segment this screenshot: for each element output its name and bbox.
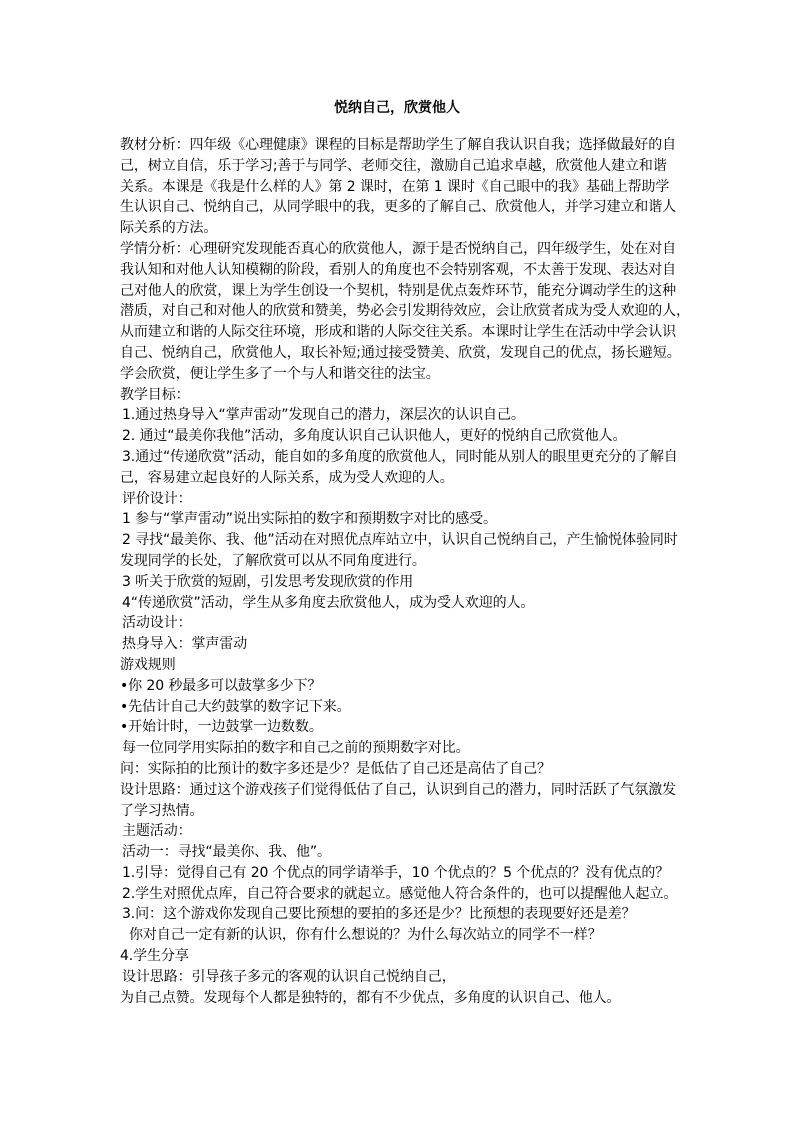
bullet-item: •开始计时，一边鼓掌一边数数。 [120, 719, 323, 736]
paragraph-line: 从而建立和谐的人际交往环境，形成和谐的人际交往关系。本课时让学生在活动中学会认识 [120, 324, 676, 341]
list-item: 1 参与“掌声雷动”说出实际拍的数字和预期数字对比的感受。 [122, 511, 497, 528]
document-body [120, 135, 690, 1008]
list-item: 3 听关于欣赏的短剧，引发思考发现欣赏的作用 [122, 573, 414, 590]
paragraph-line: 潜质，对自己和对他人的欣赏和赞美，势必会引发期待效应，会让欣赏者成为受人欢迎的人， [120, 303, 690, 320]
paragraph-line: 你对自己一定有新的认识，你有什么想说的？为什么每次站立的同学不一样？ [129, 927, 602, 944]
paragraph-line: 了学习热情。 [120, 802, 204, 819]
subsection-heading: 活动一：寻找“最美你、我、他”。 [122, 844, 331, 861]
section-heading: 教学目标： [120, 386, 190, 403]
paragraph-line: 己，树立自信，乐于学习;善于与同学、老师交往，激励自己追求卓越，欣赏他人建立和谐 [120, 157, 667, 174]
list-item: 4“传递欣赏”活动，学生从多角度去欣赏他人，成为受人欢迎的人。 [122, 594, 535, 611]
section-heading: 评价设计： [122, 490, 192, 507]
paragraph-line: 问：实际拍的比预计的数字多还是少？是低估了自己还是高估了自己？ [120, 760, 551, 777]
section-heading: 主题活动： [122, 823, 192, 840]
subsection-heading: 游戏规则 [120, 656, 176, 673]
paragraph-line: 己对他人的欣赏，课上为学生创设一个契机，特别是优点轰炸环节，能充分调动学生的这种 [120, 282, 676, 299]
paragraph-line: 学会欣赏，便让学生多了一个与人和谐交往的法宝。 [120, 365, 440, 382]
list-item: 2. 通过“最美你我他”活动，多角度认识自己认识他人，更好的悦纳自己欣赏他人。 [122, 428, 627, 445]
list-item: 2 寻找“最美你、我、他”活动在对照优点库站立中，认识自己悦纳自己，产生愉悦体验同时 [122, 532, 678, 549]
paragraph-line: 学情分析：心理研究发现能否真心的欣赏他人，源于是否悦纳自己，四年级学生，处在对自 [120, 240, 676, 257]
paragraph-line: 教材分析：四年级《心理健康》课程的目标是帮助学生了解自我认识自我；选择做最好的自 [120, 137, 676, 153]
list-item: 1.引导：觉得自己有 20 个优点的同学请举手，10 个优点的？5 个优点的？没有优点的？ [122, 864, 670, 881]
paragraph-line: 为自己点赞。发现每个人都是独特的，都有不少优点，多角度的认识自己、他人。 [120, 989, 621, 1006]
paragraph-line: 己，容易建立起良好的人际关系，成为受人欢迎的人。 [120, 469, 454, 486]
list-item: 3.通过“传递欣赏”活动，能自如的多角度的欣赏他人，同时能从别人的眼里更充分的了解自 [122, 448, 678, 465]
subsection-heading: 热身导入：掌声雷动 [122, 636, 248, 653]
list-item: 3.问：这个游戏你发现自己要比预想的要拍的多还是少？比预想的表现要好还是差？ [122, 906, 636, 923]
list-item: 4.学生分享 [120, 948, 189, 965]
paragraph-line: 关系。本课是《我是什么样的人》第 2 课时，在第 1 课时《自己眼中的我》基础上帮助学 [120, 178, 670, 195]
paragraph-line: 生认识自己、悦纳自己，从同学眼中的我，更多的了解自己、欣赏他人，并学习建立和谐人 [120, 199, 676, 216]
document-title: 悦纳自己，欣赏他人 [334, 100, 460, 116]
bullet-item: •先估计自己大约鼓掌的数字记下来。 [120, 698, 351, 715]
paragraph-line: 际关系的方法。 [120, 220, 218, 237]
list-item: 2.学生对照优点库，自己符合要求的就起立。感觉他人符合条件的，也可以提醒他人起立。 [122, 885, 678, 902]
paragraph-line: 设计思路：引导孩子多元的客观的认识自己悦纳自己， [122, 968, 456, 985]
paragraph-line: 自己、悦纳自己，欣赏他人，取长补短;通过接受赞美、欣赏，发现自己的优点，扬长避短。 [120, 344, 681, 361]
paragraph-line: 每一位同学用实际拍的数字和自己之前的预期数字对比。 [122, 740, 470, 757]
paragraph-line: 发现同学的长处，了解欣赏可以从不同角度进行。 [120, 552, 426, 569]
bullet-item: •你 20 秒最多可以鼓掌多少下？ [120, 677, 322, 694]
paragraph-line: 我认知和对他人认知模糊的阶段，看别人的角度也不会特别客观，不太善于发现、表达对自 [120, 261, 676, 278]
section-heading: 活动设计： [122, 615, 192, 632]
paragraph-line: 设计思路：通过这个游戏孩子们觉得低估了自己，认识到自己的潜力，同时活跃了气氛激发 [120, 781, 676, 798]
list-item: 1.通过热身导入“掌声雷动”发现自己的潜力，深层次的认识自己。 [122, 407, 525, 424]
